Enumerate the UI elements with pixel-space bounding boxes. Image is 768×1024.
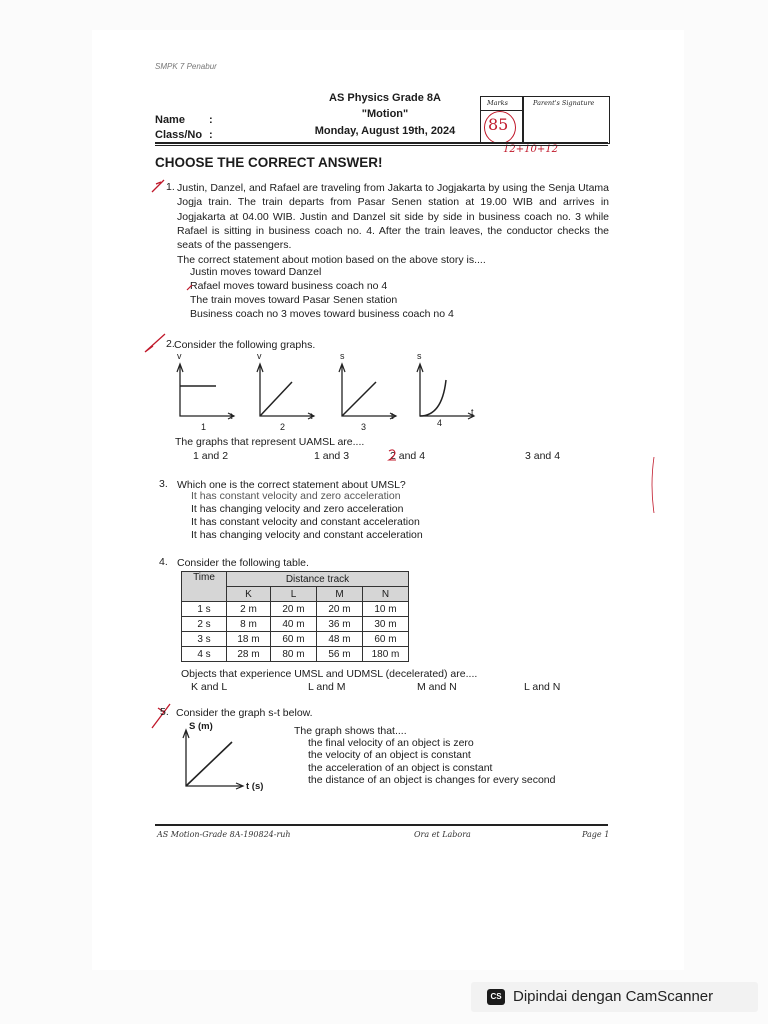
- parent-signature-label: Parent's Signature: [533, 99, 595, 107]
- q5-option-1: the final velocity of an object is zero: [308, 737, 474, 749]
- graph-4-number: 4: [437, 418, 443, 428]
- table-cell: 60 m: [271, 632, 317, 647]
- table-cell: 48 m: [317, 632, 363, 647]
- class-colon: :: [209, 129, 213, 141]
- question-5-number: 5.: [160, 706, 169, 718]
- graph-4: [412, 352, 482, 432]
- q4-option-2: L and M: [308, 681, 346, 693]
- q2-answer-mark: [387, 448, 399, 462]
- table-row: [182, 647, 409, 662]
- table-col-k: K: [227, 587, 271, 602]
- graph-4-x-label: t: [471, 407, 474, 417]
- table-cell: 8 m: [227, 617, 271, 632]
- table-cell: 180 m: [363, 647, 409, 662]
- marks-divider: [522, 97, 524, 143]
- table-row: [182, 602, 409, 617]
- table-cell: 18 m: [227, 632, 271, 647]
- question-2-text: Consider the following graphs.: [174, 339, 316, 351]
- graph-3-x-label: t: [391, 411, 394, 421]
- question-1-number: 1.: [166, 181, 175, 193]
- q3-option-2: It has changing velocity and zero acceleration: [191, 503, 404, 515]
- footer-code: AS Motion-Grade 8A-190824-ruh: [157, 830, 291, 839]
- name-colon: :: [209, 114, 213, 126]
- graph-3-y-label: s: [340, 351, 345, 361]
- table-cell: 20 m: [271, 602, 317, 617]
- table-cell: 60 m: [363, 632, 409, 647]
- footer-rule: [155, 824, 608, 826]
- distance-table: [181, 571, 409, 662]
- q5-option-4: the distance of an object is changes for every second: [308, 774, 556, 786]
- table-cell: 28 m: [227, 647, 271, 662]
- graph-1-y-label: v: [177, 351, 182, 361]
- q1-option-2: Rafael moves toward business coach no 4: [190, 280, 388, 292]
- question-1-text: Justin, Danzel, and Rafael are traveling from Jakarta to Jogjakarta by using the Senja Utama Jogja train. The train departs from Pasar Senen station at 19.00 WIB and arrives in Jogjakarta at 04.00 WIB. Justin and Danzel sit side by side in business coach no. 3 while Rafael is sitting in business coach no. 4. After the train leaves, the conductor checks the seats of the passengers.: [177, 182, 609, 252]
- q4-option-1: K and L: [191, 681, 228, 693]
- question-4-number: 4.: [159, 556, 168, 568]
- graph-5-x-label: t (s): [246, 781, 264, 792]
- class-label: Class/No: [155, 129, 203, 141]
- table-cell: 2 s: [182, 617, 227, 632]
- table-col-m: M: [317, 587, 363, 602]
- school-name: SMPK 7 Penabur: [155, 62, 217, 71]
- worksheet-title: AS Physics Grade 8A: [329, 92, 441, 104]
- q1-answer-mark: [186, 283, 196, 293]
- q3-option-3: It has constant velocity and constant acceleration: [191, 516, 420, 528]
- q5-option-2: the velocity of an object is constant: [308, 749, 471, 761]
- table-col-n: N: [363, 587, 409, 602]
- footer-page: Page 1: [582, 830, 610, 839]
- camscanner-logo-icon: CS: [487, 989, 505, 1005]
- graph-4-y-label: s: [417, 351, 422, 361]
- table-time-header: Time: [182, 572, 227, 602]
- table-cell: 56 m: [317, 647, 363, 662]
- q1-option-3: The train moves toward Pasar Senen station: [190, 294, 398, 306]
- check-mark-2: [143, 332, 167, 356]
- worksheet-date: Monday, August 19th, 2024: [314, 125, 456, 137]
- question-4-prompt: Objects that experience UMSL and UDMSL (decelerated) are....: [181, 668, 478, 680]
- question-5-text: Consider the graph s-t below.: [176, 707, 313, 719]
- graph-2-number: 2: [280, 422, 286, 432]
- question-4-text: Consider the following table.: [177, 557, 309, 569]
- q5-option-3: the acceleration of an object is constant: [308, 762, 493, 774]
- table-cell: 36 m: [317, 617, 363, 632]
- table-cell: 2 m: [227, 602, 271, 617]
- graph-1-number: 1: [201, 422, 207, 432]
- graph-1-x-label: t: [230, 411, 233, 421]
- header-rule: [155, 142, 608, 144]
- score-value: 85: [488, 115, 509, 134]
- q2-option-3: 2 and 4: [390, 450, 426, 462]
- table-group-header: Distance track: [227, 572, 409, 587]
- graph-5-y-label: S (m): [189, 721, 213, 732]
- instruction-heading: CHOOSE THE CORRECT ANSWER!: [155, 155, 383, 170]
- table-cell: 4 s: [182, 647, 227, 662]
- camscanner-text: Dipindai dengan CamScanner: [513, 988, 714, 1005]
- worksheet-topic: "Motion": [361, 108, 409, 120]
- graph-2-x-label: t: [310, 411, 313, 421]
- table-cell: 40 m: [271, 617, 317, 632]
- q2-option-1: 1 and 2: [193, 450, 229, 462]
- table-col-l: L: [271, 587, 317, 602]
- q1-option-4: Business coach no 3 moves toward business coach no 4: [190, 308, 454, 320]
- q2-option-2: 1 and 3: [314, 450, 350, 462]
- table-cell: 3 s: [182, 632, 227, 647]
- margin-mark: [648, 455, 660, 515]
- camscanner-badge: [471, 982, 758, 1012]
- header-rule-thin: [155, 145, 608, 146]
- marks-label: Marks: [487, 99, 508, 107]
- q1-option-1: Justin moves toward Danzel: [190, 266, 322, 278]
- graph-3-number: 3: [361, 422, 367, 432]
- question-3-number: 3.: [159, 478, 168, 490]
- table-row: [182, 617, 409, 632]
- table-cell: 20 m: [317, 602, 363, 617]
- table-row: [182, 632, 409, 647]
- question-5-prompt: The graph shows that....: [294, 725, 407, 737]
- q4-option-4: L and N: [524, 681, 561, 693]
- question-2-number: 2.: [166, 338, 175, 350]
- table-cell: 80 m: [271, 647, 317, 662]
- table-cell: 1 s: [182, 602, 227, 617]
- q2-option-4: 3 and 4: [525, 450, 561, 462]
- graph-2-y-label: v: [257, 351, 262, 361]
- footer-motto: Ora et Labora: [414, 830, 471, 839]
- q4-option-3: M and N: [417, 681, 457, 693]
- question-1-prompt: The correct statement about motion based on the above story is....: [177, 254, 486, 266]
- score-calculation: 12+10+12: [503, 144, 558, 155]
- q3-option-1: It has constant velocity and zero acceleration: [191, 490, 401, 502]
- q3-option-4: It has changing velocity and constant acceleration: [191, 529, 423, 541]
- question-2-prompt: The graphs that represent UAMSL are....: [175, 436, 365, 448]
- table-cell: 30 m: [363, 617, 409, 632]
- name-label: Name: [155, 114, 185, 126]
- question-3-text: Which one is the correct statement about UMSL?: [177, 479, 406, 491]
- table-cell: 10 m: [363, 602, 409, 617]
